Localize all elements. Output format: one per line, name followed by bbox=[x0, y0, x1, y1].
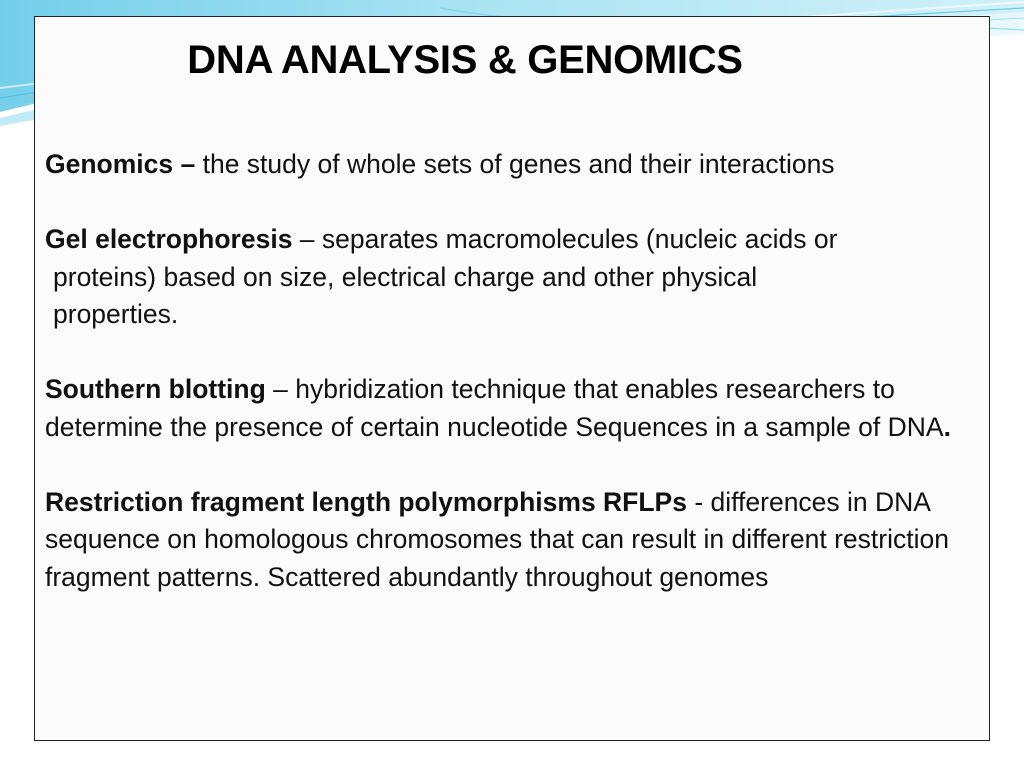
term-rflps: Restriction fragment length polymorphisms RFLPs bbox=[45, 486, 687, 517]
definition-gel-line-1: – separates macromolecules (nucleic acids or bbox=[292, 224, 838, 254]
term-southern-blotting: Southern blotting bbox=[45, 374, 266, 404]
definitions-body bbox=[45, 146, 990, 634]
definition-gel-electrophoresis bbox=[45, 221, 990, 334]
definition-genomics-text: the study of whole sets of genes and their interactions bbox=[195, 149, 835, 179]
term-genomics: Genomics – bbox=[45, 149, 196, 179]
definition-rflps-text: - differences in DNA sequence on homologous chromosomes that can result in different restriction fragment patterns. Scattered abundantly throughout genomes bbox=[45, 486, 949, 592]
slide-title: DNA ANALYSIS & GENOMICS bbox=[187, 38, 743, 82]
definition-southern-end-mark: . bbox=[943, 411, 951, 442]
definition-gel-line-2: proteins) based on size, electrical charge and other physical bbox=[53, 261, 758, 292]
definition-southern-blotting bbox=[45, 371, 990, 446]
definition-genomics bbox=[45, 146, 990, 184]
definition-gel-line-3: properties. bbox=[53, 299, 179, 329]
definition-southern-text: – hybridization technique that enables researchers to determine the presence of certain nucleotide Sequences in a sample of DNA bbox=[45, 374, 944, 442]
term-gel-electrophoresis: Gel electrophoresis bbox=[45, 224, 293, 254]
definition-rflps bbox=[45, 484, 990, 597]
